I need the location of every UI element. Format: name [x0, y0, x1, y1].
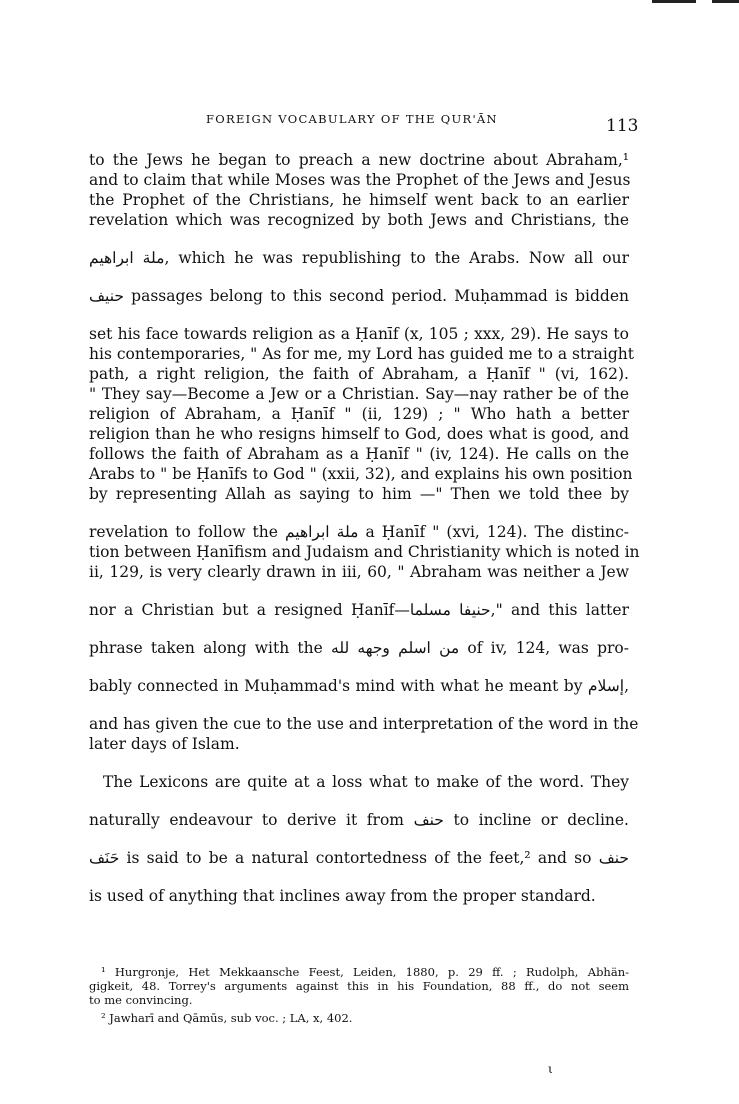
text-line: the Prophet of the Christians, he himself went back to an earlier: [89, 191, 629, 209]
text-line: bably connected in Muḥammad's mind with what he meant by إسلام,: [89, 677, 629, 695]
body-text: [89, 150, 640, 906]
footnote-line: to me convincing.: [89, 993, 193, 1007]
text-line: his contemporaries, " As for me, my Lord has guided me to a straight: [89, 345, 634, 363]
text-line: and has given the cue to the use and interpretation of the word in the: [89, 715, 639, 733]
text-line: حنيف passages belong to this second period. Muḥammad is bidden: [89, 287, 629, 305]
text-line: revelation which was recognized by both Jews and Christians, the: [89, 211, 629, 229]
text-line: Arabs to " be Ḥanīfs to God " (xxii, 32), and explains his own position: [89, 465, 633, 483]
scan-edge-mark: [652, 0, 696, 3]
text-line: religion than he who resigns himself to God, does what is good, and: [89, 425, 629, 443]
page-number: 113: [606, 116, 639, 136]
text-line: to the Jews he began to preach a new doctrine about Abraham,¹: [89, 151, 629, 169]
footnote-line: gigkeit, 48. Torrey's arguments against this in his Foundation, 88 ff., do not seem: [89, 979, 629, 993]
footnote-line: ¹ Hurgronje, Het Mekkaansche Feest, Leiden, 1880, p. 29 ff. ; Rudolph, Abhän-: [101, 965, 629, 979]
text-line: later days of Islam.: [89, 735, 240, 753]
text-line: " They say—Become a Jew or a Christian. Say—nay rather be of the: [89, 385, 629, 403]
text-line: is used of anything that inclines away from the proper standard.: [89, 887, 596, 905]
text-line: ii, 129, is very clearly drawn in iii, 60, " Abraham was neither a Jew: [89, 563, 629, 581]
footnotes: [89, 965, 629, 1025]
running-head: FOREIGN VOCABULARY OF THE QUR'ĀN: [206, 112, 498, 126]
text-line: حَنَف is said to be a natural contortedness of the feet,² and so حنف: [89, 849, 629, 867]
text-line: The Lexicons are quite at a loss what to make of the word. They: [103, 773, 629, 791]
text-line: religion of Abraham, a Ḥanīf " (ii, 129) ; " Who hath a better: [89, 405, 629, 423]
text-line: nor a Christian but a resigned Ḥanīf—حنيفا مسلما," and this latter: [89, 601, 629, 619]
stray-mark: ι: [548, 1062, 553, 1076]
scan-edge-mark: [712, 0, 739, 3]
text-line: path, a right religion, the faith of Abraham, a Ḥanīf " (vi, 162).: [89, 365, 629, 383]
footnote-line: ² Jawharī and Qāmūs, sub voc. ; LA, x, 402.: [101, 1011, 353, 1025]
text-line: revelation to follow the ملة ابراهيم a Ḥanīf " (xvi, 124). The distinc-: [89, 523, 629, 541]
text-line: by representing Allah as saying to him —" Then we told thee by: [89, 485, 629, 503]
text-line: ملة ابراهيم, which he was republishing to the Arabs. Now all our: [89, 249, 629, 267]
text-line: phrase taken along with the من اسلم وجهه لله of iv, 124, was pro-: [89, 639, 629, 657]
text-line: set his face towards religion as a Ḥanīf (x, 105 ; xxx, 29). He says to: [89, 325, 629, 343]
text-line: naturally endeavour to derive it from حنف to incline or decline.: [89, 811, 629, 829]
text-line: tion between Ḥanīfism and Judaism and Christianity which is noted in: [89, 543, 640, 561]
text-line: and to claim that while Moses was the Prophet of the Jews and Jesus: [89, 171, 631, 189]
text-line: follows the faith of Abraham as a Ḥanīf " (iv, 124). He calls on the: [89, 445, 629, 463]
